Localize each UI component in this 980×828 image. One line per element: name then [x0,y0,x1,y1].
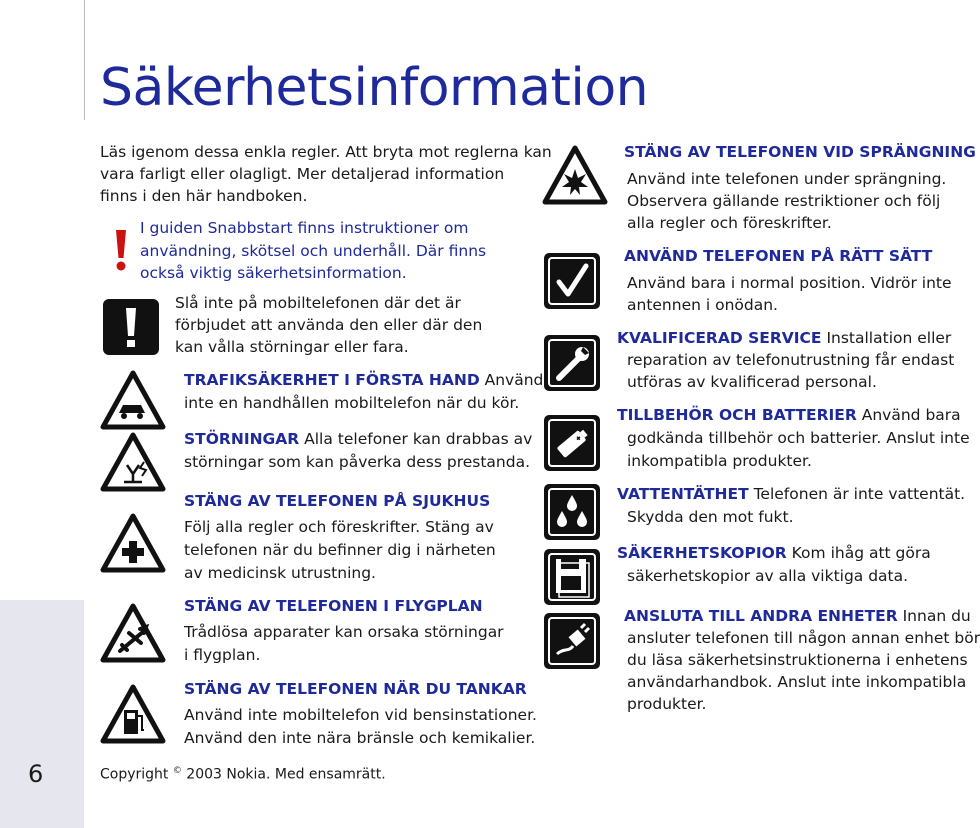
exclamation-icon [112,230,130,272]
left-item-3-line-2: telefonen när du befinner dig i närheten [184,541,496,559]
interference-icon [100,432,166,492]
page-number-bar [0,600,84,828]
right-item-5-line-1: VATTENTÄTHET Telefonen är inte vattentät. [617,485,966,503]
right-item-4-line-2: godkända tillbehör och batterier. Anslut inte [627,429,970,447]
left-item-5-heading: STÄNG AV TELEFONEN NÄR DU TANKAR [184,680,527,698]
right-item-3-line-3: utföras av kvalificerad personal. [627,373,877,391]
hospital-icon [100,513,166,573]
checkmark-icon [543,252,601,310]
left-item-1-line-2: inte en handhållen mobiltelefon när du kör. [184,394,520,412]
right-item-7-line-4: användarhandbok. Anslut inte inkompatibla [627,673,967,691]
right-item-3-line-2: reparation av telefonutrustning får endast [627,351,955,369]
right-item-6-line-1: SÄKERHETSKOPIOR Kom ihåg att göra [617,544,931,562]
right-item-4-line-3: inkompatibla produkter. [627,452,812,470]
left-item-5-line-1: Använd inte mobiltelefon vid bensinstationer. [184,706,537,724]
right-item-2-line-1: Använd bara i normal position. Vidrör inte [627,274,952,292]
right-item-5-line-2: Skydda den mot fukt. [627,508,794,526]
left-item-4-heading: STÄNG AV TELEFONEN I FLYGPLAN [184,597,483,615]
right-item-2-line-2: antennen i onödan. [627,296,778,314]
note-line-2: användning, skötsel och underhåll. Där finns [140,242,487,260]
left-item-1-line-1: TRAFIKSÄKERHET I FÖRSTA HAND Använd [184,371,544,389]
right-item-7-line-1: ANSLUTA TILL ANDRA ENHETER Innan du [624,607,971,625]
intro-line-1: Läs igenom dessa enkla regler. Att bryta mot reglerna kan [100,143,552,161]
right-item-1-heading: STÄNG AV TELEFONEN VID SPRÄNGNING [624,143,976,161]
right-item-1-line-3: alla regler och föreskrifter. [627,214,832,232]
right-item-7-line-3: du läsa säkerhetsinstruktionerna i enhetens [627,651,968,669]
airplane-icon [100,603,166,663]
right-item-1-line-2: Observera gällande restriktioner och följ [627,192,941,210]
explosion-icon [542,145,608,205]
left-item-2-line-1: STÖRNINGAR Alla telefoner kan drabbas av [184,430,533,448]
note-line-1: I guiden Snabbstart finns instruktioner om [140,219,469,237]
left-item-4-line-1: Trådlösa apparater kan orsaka störningar [184,623,504,641]
note-line-3: också viktig säkerhetsinformation. [140,264,407,282]
floppy-disk-icon [543,548,601,606]
fuel-pump-icon [100,684,166,744]
right-item-1-line-1: Använd inte telefonen under sprängning. [627,170,947,188]
page-title: Säkerhetsinformation [100,58,649,118]
warning-box-icon [102,298,160,356]
right-item-3-line-1: KVALIFICERAD SERVICE Installation eller [617,329,952,347]
warning-line-1: Slå inte på mobiltelefonen där det är [175,294,461,312]
copyright: Copyright © 2003 Nokia. Med ensamrätt. [100,766,386,783]
left-item-5-line-2: Använd den inte nära bränsle och kemikalier. [184,729,536,747]
warning-line-3: kan vålla störningar eller fara. [175,338,409,356]
battery-icon [543,414,601,472]
connector-cable-icon [543,612,601,670]
left-item-2-line-2: störningar som kan påverka dess prestanda. [184,453,531,471]
water-drops-icon [543,483,601,541]
warning-line-2: förbjudet att använda den eller där den [175,316,483,334]
left-item-3-heading: STÄNG AV TELEFONEN PÅ SJUKHUS [184,492,491,510]
car-icon [100,370,166,430]
page-number: 6 [28,760,44,788]
right-item-6-line-2: säkerhetskopior av alla viktiga data. [627,567,909,585]
intro-line-2: vara farligt eller olagligt. Mer detaljerad information [100,165,505,183]
right-item-4-line-1: TILLBEHÖR OCH BATTERIER Använd bara [617,406,961,424]
right-item-2-heading: ANVÄND TELEFONEN PÅ RÄTT SÄTT [624,247,933,265]
left-item-4-line-2: i flygplan. [184,646,261,664]
intro-line-3: finns i den här handboken. [100,187,308,205]
right-item-7-line-5: produkter. [627,695,707,713]
left-item-3-line-3: av medicinsk utrustning. [184,564,376,582]
margin-rule [84,0,85,120]
right-item-7-line-2: ansluter telefonen till någon annan enhet bör [627,629,980,647]
wrench-icon [543,334,601,392]
left-item-3-line-1: Följ alla regler och föreskrifter. Stäng av [184,518,494,536]
